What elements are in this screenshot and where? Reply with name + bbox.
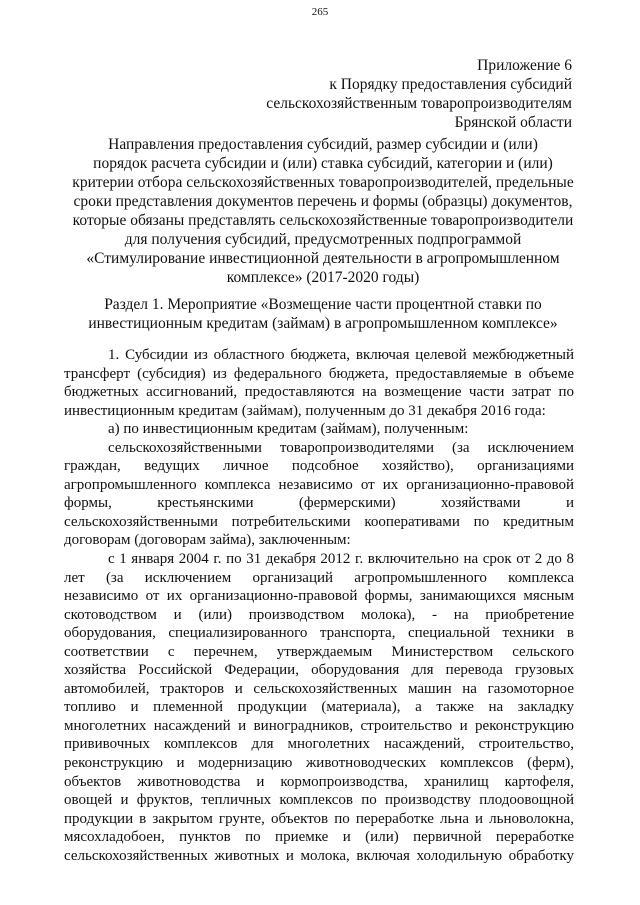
title-line: которые обязаны представлять сельскохозяйственные товаропроизводители (72, 212, 574, 229)
paragraph-line: автомобилей, тракторов и сельскохозяйственных машин на газомоторное (64, 680, 574, 697)
paragraph-line: договорам (договорам займа), заключенным: (64, 532, 351, 549)
body-text (64, 346, 574, 865)
paragraph-line: скотоводством и (или) производством молока), - на приобретение (64, 606, 574, 623)
paragraph-line: агропромышленного комплекса независимо от их организационно-правовой (64, 476, 574, 493)
section-heading (70, 295, 576, 333)
title-line: комплексе» (2017-2020 годы) (226, 269, 420, 286)
section-line: Раздел 1. Мероприятие «Возмещение части процентной ставки по (104, 296, 542, 313)
paragraph-line: оборудования, специализированного транспорта, специальной техники в (64, 625, 574, 642)
paragraph-line: топливо и племенной продукции (материала), а также на закладку (64, 699, 574, 716)
paragraph-line: инвестиционным кредитам (займам), полученным до 31 декабря 2016 года: (64, 402, 546, 419)
paragraph-line: сельскохозяйственными потребительскими кооперативами по кредитным (64, 513, 574, 530)
paragraph-line: прививочных комплексов для многолетних насаждений, строительство, (64, 736, 574, 753)
paragraph-line: объектов животноводства и кормопроизводства, хранилищ картофеля, (64, 773, 574, 790)
paragraph-line: мясохладобоен, пунктов по приемке и (или) первичной переработке (64, 829, 574, 846)
paragraph-line: хозяйства Российской Федерации, оборудования для перевода грузовых (64, 662, 574, 679)
title-line: сроки представления документов перечень и формы (образцы) документов, (73, 193, 573, 210)
paragraph-line: бюджетных ассигнований, предоставляются на возмещение части затрат по (64, 384, 574, 401)
paragraph-line: овощей и фруктов, тепличных комплексов по производству плодоовощной (64, 792, 574, 809)
paragraph-line: независимо от их организационно-правовой формы, занимающихся мясным (64, 588, 574, 605)
paragraph-line: а) по инвестиционным кредитам (займам), полученным: (108, 421, 469, 438)
page-number: 265 (311, 6, 329, 18)
paragraph-line: соответствии с перечнем, утверждаемым Министерством сельского (64, 643, 574, 660)
paragraph-line: лет (за исключением организаций агропромышленного комплекса (64, 569, 574, 586)
title-line: порядок расчета субсидии и (или) ставка субсидий, категории и (или) (93, 155, 553, 172)
section-line: инвестиционным кредитам (займам) в агропромышленном комплексе» (88, 315, 558, 332)
title-line: для получения субсидий, предусмотренных подпрограммой (124, 231, 522, 248)
paragraph-line: трансферт (субсидия) из федерального бюджета, предоставляемые в объеме (64, 365, 574, 382)
title-line: Направления предоставления субсидий, размер субсидии и (или) (108, 136, 538, 153)
paragraph-line: формы, крестьянскими (фермерскими) хозяйствами и (64, 495, 574, 512)
paragraph-line: с 1 января 2004 г. по 31 декабря 2012 г. включительно на срок от 2 до 8 (108, 551, 574, 568)
paragraph-line: реконструкцию и модернизацию животноводческих комплексов (ферм), (64, 755, 574, 772)
title-line: критерии отбора сельскохозяйственных товаропроизводителей, предельные (72, 174, 574, 191)
paragraph-line: граждан, ведущих личное подсобное хозяйство), организациями (64, 458, 574, 475)
paragraph-line: продукции в закрытом грунте, объектов по переработке льна и льноволокна, (64, 810, 574, 827)
appendix-reference (266, 56, 572, 132)
title-line: «Стимулирование инвестиционной деятельности в агропромышленном (86, 250, 560, 267)
paragraph-line: сельскохозяйственными товаропроизводителями (за исключением (108, 439, 574, 456)
document-title (70, 135, 576, 287)
paragraph-line: 1. Субсидии из областного бюджета, включая целевой межбюджетный (108, 347, 574, 363)
appendix-line: сельскохозяйственным товаропроизводителям (266, 95, 572, 112)
appendix-line: Брянской области (454, 114, 572, 131)
appendix-line: к Порядку предоставления субсидий (329, 76, 572, 93)
appendix-line: Приложение 6 (477, 57, 572, 74)
paragraph-line: сельскохозяйственных животных и молока, включая холодильную обработку (64, 847, 574, 864)
paragraph-line: многолетних насаждений и виноградников, строительство и реконструкцию (64, 717, 574, 734)
